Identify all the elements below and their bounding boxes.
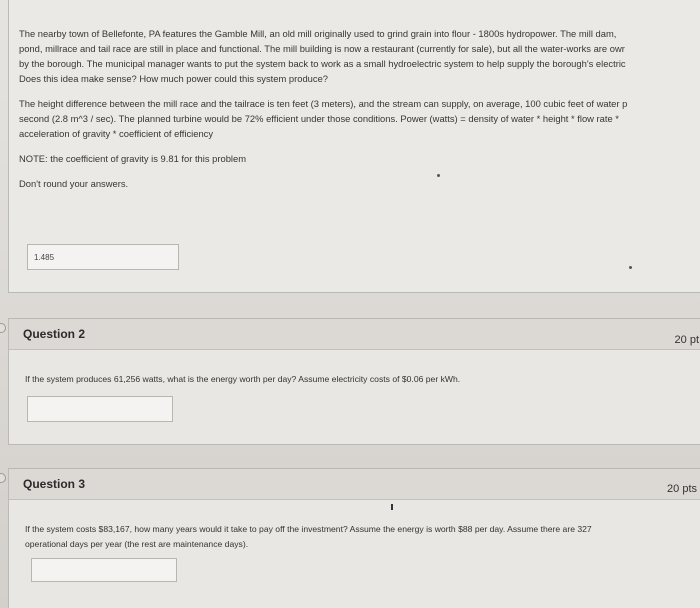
question-3-text [25, 522, 695, 552]
question-1-answer-input[interactable] [28, 245, 178, 269]
question-2-points: 20 pt [674, 334, 699, 346]
question-3-header [9, 468, 700, 500]
text-line: Does this idea make sense? How much power could this system produce? [19, 73, 329, 84]
question-1-text [19, 26, 700, 201]
question-2-title: Question 2 [23, 327, 86, 341]
question-2-answer-input[interactable] [28, 397, 172, 421]
question-3-points: 20 pts [667, 483, 697, 495]
question-3-card [8, 468, 700, 608]
text-line: If the system costs $83,167, how many years would it take to pay off the investment? Assume the energy is worth $88 per day. Assume there are 327 [25, 524, 592, 534]
question-3-answer-field[interactable] [31, 558, 177, 582]
stray-dot [437, 174, 440, 177]
question-1-paragraph-1 [19, 26, 700, 86]
question-2-marker-icon [0, 323, 6, 333]
question-2-header [9, 318, 700, 350]
text-line: operational days per year (the rest are maintenance days). [25, 539, 249, 549]
section-divider [8, 444, 700, 445]
question-1-rounding-instruction: Don't round your answers. [19, 178, 129, 189]
text-line: The height difference between the mill race and the tailrace is ten feet (3 meters), and the stream can supply, on average, 100 cubic feet of water p [19, 98, 628, 109]
mouse-cursor-icon [391, 504, 393, 510]
question-1-note: NOTE: the coefficient of gravity is 9.81 for this problem [19, 153, 247, 164]
question-3-answer-input[interactable] [32, 559, 176, 581]
text-line: second (2.8 m^3 / sec). The planned turbine would be 72% efficient under those conditions. Power (watts) = density of water * height * flow rate * [19, 113, 619, 124]
stray-dot [629, 266, 632, 269]
question-1-paragraph-2 [19, 96, 700, 141]
question-1-answer-field[interactable] [27, 244, 179, 270]
text-line: by the borough. The municipal manager wants to put the system back to work as a small hydroelectric system to help supply the borough's electric [19, 58, 626, 69]
text-line: acceleration of gravity * coefficient of efficiency [19, 128, 214, 139]
text-line: pond, millrace and tail race are still in place and functional. The mill building is now a restaurant (currently for sale), but all the water-works are owr [19, 43, 625, 54]
question-3-title: Question 3 [23, 477, 86, 491]
question-1-body [8, 0, 700, 292]
question-2-card [8, 318, 700, 444]
question-3-marker-icon [0, 473, 6, 483]
question-2-answer-field[interactable] [27, 396, 173, 422]
question-2-text: If the system produces 61,256 watts, what is the energy worth per day? Assume electricity costs of $0.06 per kWh. [25, 374, 461, 384]
text-line: The nearby town of Bellefonte, PA features the Gamble Mill, an old mill originally used to grind grain into flour - 1800s hydropower. The mill dam, [19, 28, 617, 39]
section-divider [8, 292, 700, 293]
